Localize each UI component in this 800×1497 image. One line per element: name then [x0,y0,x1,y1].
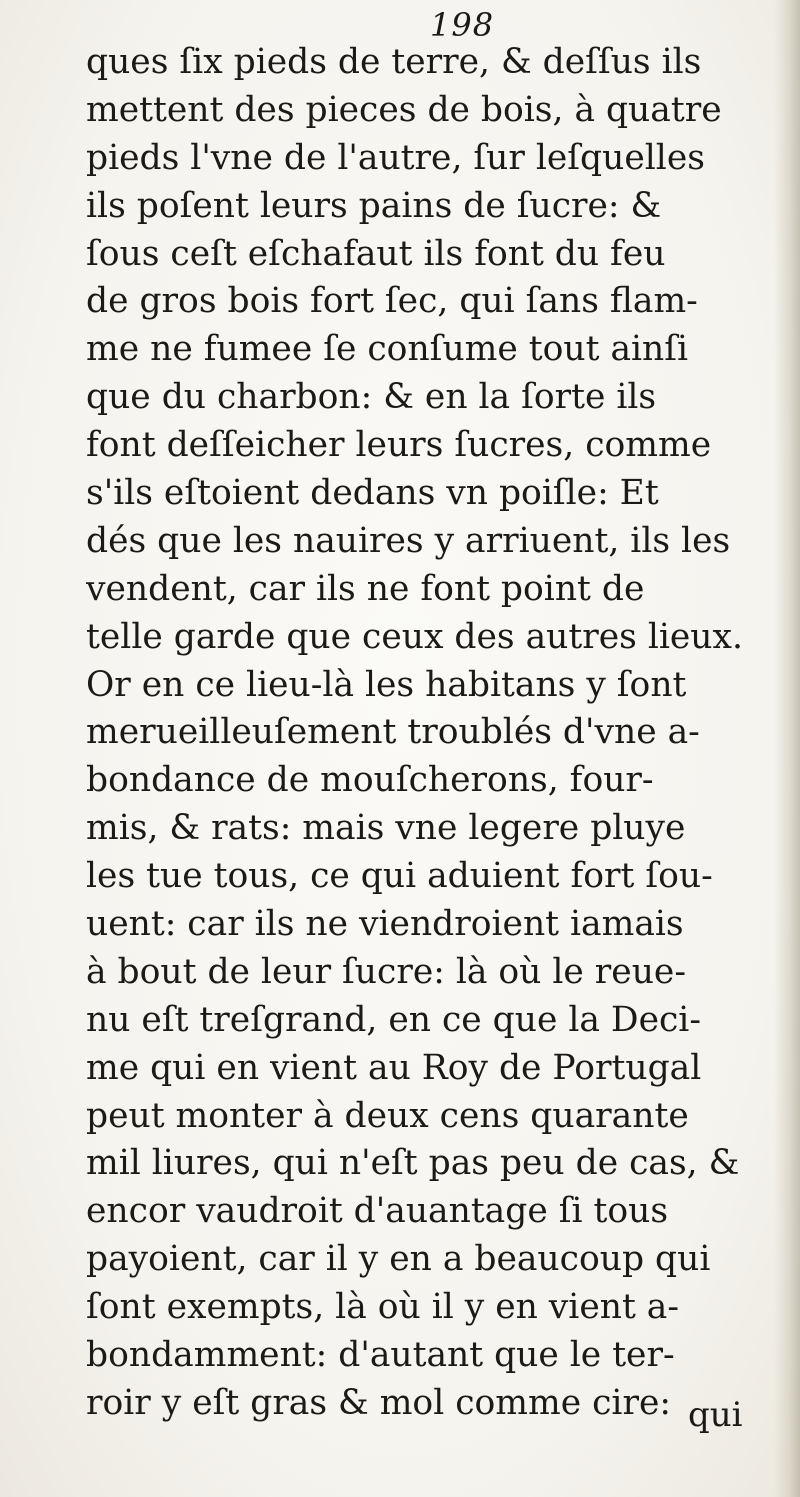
text-line: vendent, car ils ne font point de [86,568,645,609]
text-block [86,38,776,1427]
text-line: dés que les nauires y arriuent, ils les [86,520,731,561]
text-line: mil liures, qui n'eſt pas peu de cas, & [86,1143,740,1184]
text-line: merueilleuſement troublés d'vne a- [86,712,700,753]
text-line: que du charbon: & en la ſorte ils [86,377,657,418]
page-number: 198 [430,6,495,44]
text-line: ſous ceſt eſchafaut ils font du feu [86,233,666,274]
text-line: nu eſt treſgrand, en ce que la Deci- [86,999,702,1040]
text-line: ſont exempts, là où il y en vient a- [86,1287,680,1328]
text-line: me qui en vient au Roy de Portugal [86,1047,702,1088]
text-line: me ne fumee ſe conſume tout ainſi [86,329,689,370]
text-line: bondamment: d'autant que le ter- [86,1335,675,1376]
text-line: mettent des pieces de bois, à quatre [86,89,722,130]
text-line: à bout de leur ſucre: là où le reue- [86,951,686,992]
text-line: encor vaudroit d'auantage ſi tous [86,1191,669,1232]
page-edge-shadow [774,0,800,1497]
text-line: uent: car ils ne viendroient iamais [86,904,684,945]
text-line: font deſſeicher leurs ſucres, comme [86,425,712,466]
text-line: pieds l'vne de l'autre, ſur leſquelles [86,137,705,178]
text-line: payoient, car il y en a beaucoup qui [86,1239,711,1280]
text-line: bondance de mouſcherons, four- [86,760,654,801]
text-line: mis, & rats: mais vne legere pluye [86,808,686,849]
text-line: roir y eſt gras & mol comme cire: [86,1382,672,1423]
text-line: Or en ce lieu-là les habitans y ſont [86,664,687,705]
text-line: s'ils eſtoient dedans vn poiſle: Et [86,473,659,514]
text-line: ils poſent leurs pains de ſucre: & [86,185,662,226]
catchword: qui [688,1395,743,1435]
text-line: ques ſix pieds de terre, & deſſus ils [86,42,702,82]
text-line: peut monter à deux cens quarante [86,1095,689,1136]
text-line: les tue tous, ce qui aduient fort ſou- [86,856,713,897]
text-line: de gros bois fort ſec, qui ſans flam- [86,281,698,322]
text-line: telle garde que ceux des autres lieux. [86,616,743,657]
